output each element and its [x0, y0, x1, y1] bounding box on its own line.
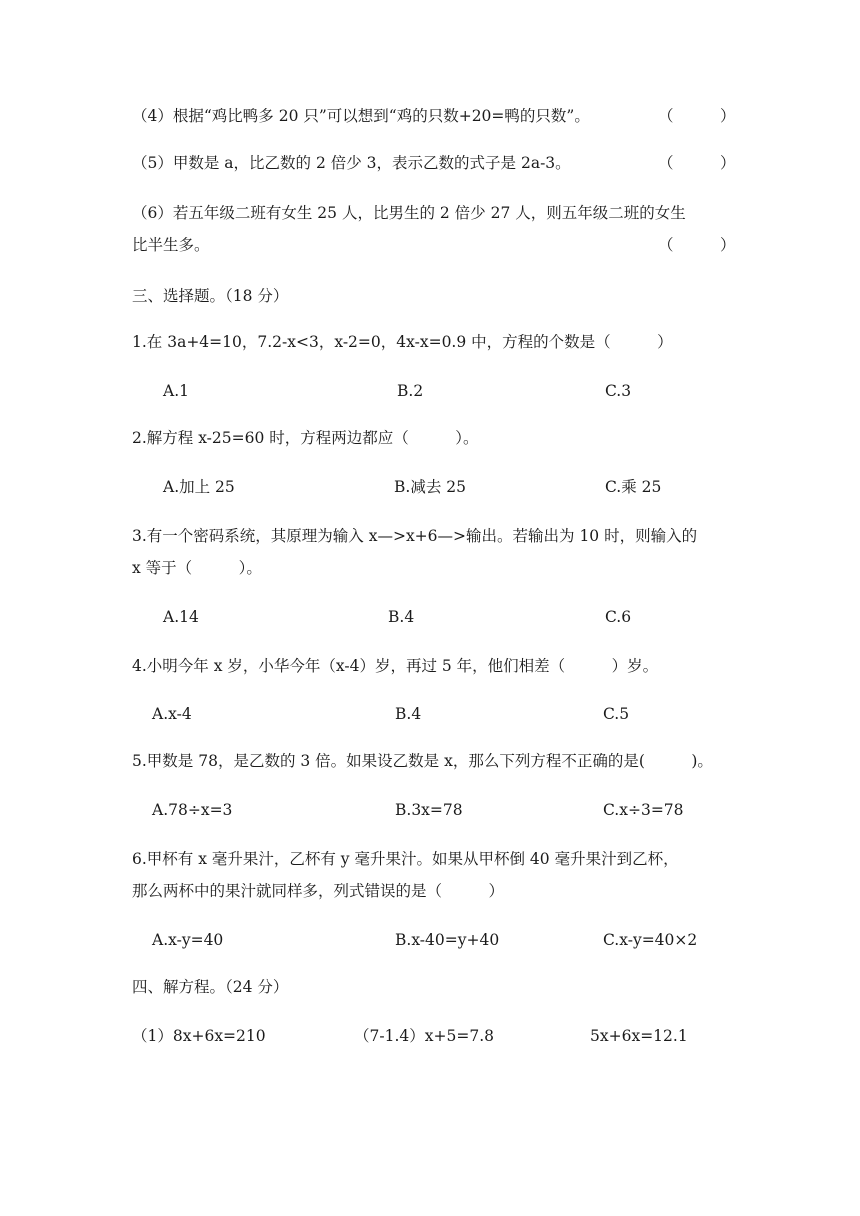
choice-q6-option-a[interactable]: A.x-y=40: [152, 931, 224, 949]
judgement-q6-text-line1: （6）若五年级二班有女生 25 人，比男生的 2 倍少 27 人，则五年级二班的女生: [132, 204, 686, 222]
choice-q4-option-a[interactable]: A.x-4: [152, 705, 192, 723]
choice-q2-option-c[interactable]: C.乘 25: [605, 478, 662, 496]
choice-q3-option-b[interactable]: B.4: [388, 608, 415, 626]
choice-q1-option-b[interactable]: B.2: [397, 382, 424, 400]
judgement-q4-text: （4）根据“鸡比鸭多 20 只”可以想到“鸡的只数+20=鸭的只数”。: [132, 107, 590, 125]
choice-q4-option-b[interactable]: B.4: [395, 705, 422, 723]
choice-q2-option-a[interactable]: A.加上 25: [163, 478, 235, 496]
choice-q4-option-c[interactable]: C.5: [603, 705, 630, 723]
choice-q2-option-b[interactable]: B.减去 25: [394, 478, 466, 496]
choice-q2-text: 2.解方程 x-25=60 时，方程两边都应（ ）。: [132, 429, 479, 447]
judgement-q6-text-line2: 比半生多。: [132, 236, 210, 254]
choice-q5-option-b[interactable]: B.3x=78: [395, 801, 463, 819]
choice-q3-text-line2: x 等于（ ）。: [132, 559, 262, 577]
choice-q1-text: 1.在 3a+4=10，7.2-x<3，x-2=0，4x-x=0.9 中，方程的个数是（ ）: [132, 333, 673, 351]
choice-q1-option-a[interactable]: A.1: [163, 382, 189, 400]
judgement-q4-answer-blank[interactable]: （ ）: [658, 107, 736, 125]
choice-q6-option-b[interactable]: B.x-40=y+40: [395, 931, 500, 949]
choice-q5-option-a[interactable]: A.78÷x=3: [152, 801, 233, 819]
choice-q3-option-c[interactable]: C.6: [605, 608, 632, 626]
equation-item-1: （1）8x+6x=210: [132, 1027, 266, 1045]
choice-q6-text-line1: 6.甲杯有 x 毫升果汁，乙杯有 y 毫升果汁。如果从甲杯倒 40 毫升果汁到乙杯，: [132, 850, 679, 868]
choice-q4-text: 4.小明今年 x 岁，小华今年（x-4）岁，再过 5 年，他们相差（ ）岁。: [132, 657, 659, 675]
choice-q5-option-c[interactable]: C.x÷3=78: [603, 801, 684, 819]
judgement-q5-answer-blank[interactable]: （ ）: [658, 154, 736, 172]
choice-q3-text-line1: 3.有一个密码系统，其原理为输入 x—>x+6—>输出。若输出为 10 时，则输入的: [132, 527, 698, 545]
equation-item-3: 5x+6x=12.1: [590, 1027, 688, 1045]
judgement-q5-text: （5）甲数是 a，比乙数的 2 倍少 3，表示乙数的式子是 2a-3。: [132, 154, 571, 172]
equations-section-heading: 四、解方程。（24 分）: [132, 978, 289, 996]
choice-q1-option-c[interactable]: C.3: [605, 382, 632, 400]
choice-q6-option-c[interactable]: C.x-y=40×2: [603, 931, 698, 949]
choice-q6-text-line2: 那么两杯中的果汁就同样多，列式错误的是（ ）: [132, 882, 505, 900]
equation-item-2: （7-1.4）x+5=7.8: [354, 1027, 494, 1045]
choice-q3-option-a[interactable]: A.14: [163, 608, 199, 626]
choice-q5-text: 5.甲数是 78，是乙数的 3 倍。如果设乙数是 x，那么下列方程不正确的是( )。: [132, 752, 713, 770]
choice-section-heading: 三、选择题。（18 分）: [132, 287, 289, 305]
judgement-q6-answer-blank[interactable]: （ ）: [658, 236, 736, 254]
